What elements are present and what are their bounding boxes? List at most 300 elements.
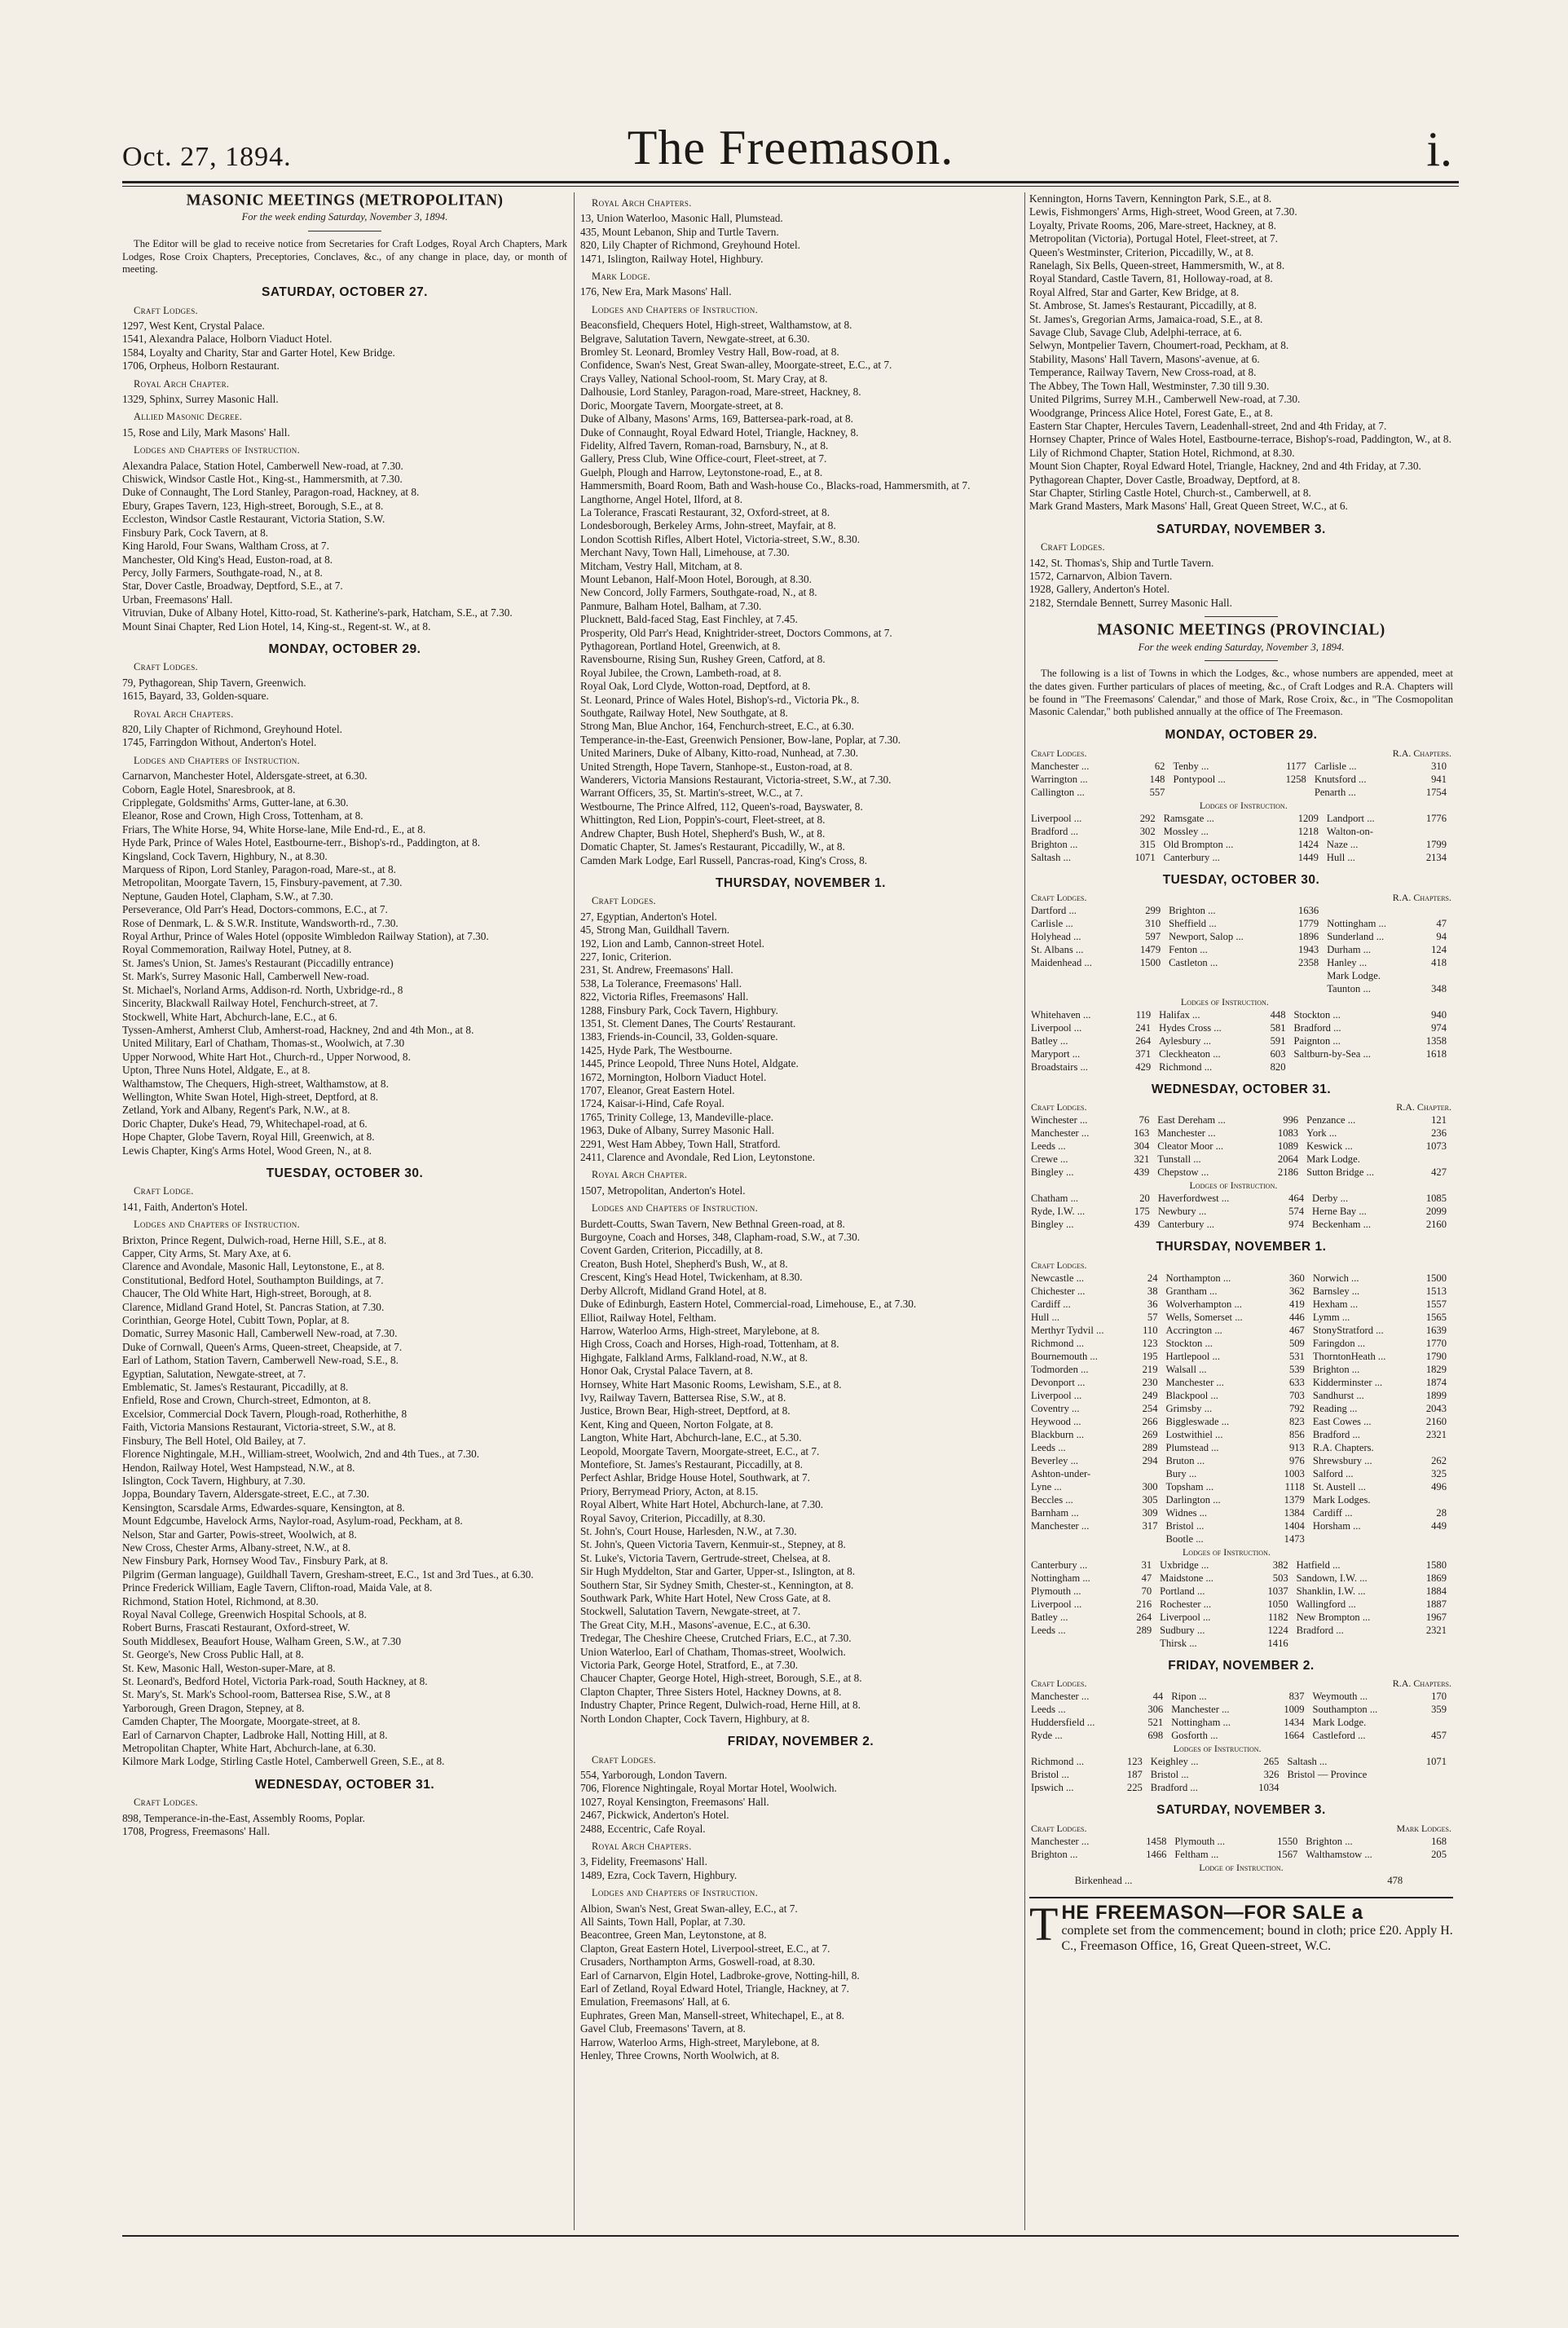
meeting-entry: Temperance, Railway Tavern, New Cross-road, at 8. [1029,366,1257,379]
meeting-entry: Westbourne, The Prince Alfred, 112, Queen's-road, Bayswater, 8. [580,800,863,813]
meeting-entry: Duke of Connaught, Royal Edward Hotel, Triangle, Hackney, 8. [580,425,859,439]
lodge-number: 304 [1134,1140,1150,1153]
town-name: Sandhurst ... [1312,1389,1364,1401]
table-group-label [1311,1259,1453,1272]
town-name: Bradford ... [1312,1428,1360,1440]
meeting-entry: Bromley St. Leonard, Bromley Vestry Hall, Bow-road, at 8. [580,346,839,359]
lodge-number: 478 [1387,1874,1403,1886]
town-name: ThorntonHeath ... [1312,1350,1386,1362]
lodge-number: 974 [1288,1219,1305,1231]
meeting-entry: Eccleston, Windsor Castle Restaurant, Victoria Station, S.W. [122,513,385,526]
lodge-number: 382 [1272,1559,1288,1571]
town-name: Tenby ... [1173,760,1209,772]
section-label: Lodges and Chapters of Instruction. [134,1219,300,1231]
town-name: Lyne ... [1031,1480,1062,1492]
meeting-entry: Beacontree, Green Man, Leytonstone, at 8. [580,1929,767,1942]
table-row [1029,956,1453,969]
lodge-number: 427 [1431,1166,1447,1179]
lodge-number: 309 [1142,1506,1158,1519]
town-name: Brighton ... [1031,838,1078,850]
lodge-number: 1071 [1134,851,1156,863]
lodge-number [1422,1874,1453,1887]
day-heading: WEDNESDAY, OCTOBER 31. [1151,1082,1332,1096]
meeting-entry: Plucknett, Bald-faced Stag, East Finchley, at 7.45. [580,613,798,626]
meeting-entry: Clarence, Midland Grand Hotel, St. Pancras Station, at 7.30. [122,1300,385,1313]
lodge-number: 467 [1288,1324,1305,1336]
meeting-entry: Southwark Park, White Hart Hotel, New Cross Gate, at 8. [580,1592,831,1605]
town-name: Mark Lodges. [1312,1493,1371,1506]
lodge-number: 1884 [1425,1585,1447,1597]
lodge-number: 1770 [1425,1337,1447,1349]
table-group-label: Craft Lodges. [1031,1259,1087,1271]
town-name: Liverpool ... [1031,1022,1082,1034]
meeting-entry: Duke of Cornwall, Queen's Arms, Queen-street, Cheapside, at 7. [122,1340,403,1353]
table-group-label: R.A. Chapters. [1392,747,1451,759]
meeting-entry: Stockwell, White Hart, Abchurch-lane, E.C., at 6. [122,1010,337,1023]
town-name: Landport ... [1326,812,1375,824]
lodge-number: 121 [1431,1114,1447,1127]
meeting-entry: Kent, King and Queen, Norton Folgate, at 8. [580,1418,773,1431]
town-name: Wallingford ... [1296,1598,1356,1610]
meeting-entry: St. Leonard, Prince of Wales Hotel, Bishop's-rd., Victoria Pk., 8. [580,693,860,706]
town-name: Weymouth ... [1312,1691,1368,1703]
town-name: Maidenhead ... [1031,957,1092,968]
town-name: Faringdon ... [1312,1337,1366,1349]
lodge-number [1418,969,1453,982]
town-name [1171,786,1264,799]
meeting-entry: Leopold, Moorgate Tavern, Moorgate-street, E.C., at 7. [580,1444,820,1457]
town-table [1029,1822,1453,1861]
town-name: Beccles ... [1031,1493,1073,1506]
lodge-number: 2099 [1425,1206,1447,1218]
town-name: Penzance ... [1306,1114,1356,1127]
lodge-number: 195 [1142,1350,1158,1362]
meeting-entry: Ranelagh, Six Bells, Queen-street, Hammersmith, W., at 8. [1029,259,1285,272]
town-table [1029,1259,1453,1545]
town-name: Richmond ... [1031,1337,1085,1349]
town-name: Saltash ... [1031,851,1071,863]
town-name: Paignton ... [1293,1035,1341,1047]
day-heading: FRIDAY, NOVEMBER 2. [1168,1658,1315,1673]
meeting-entry: Queen's Westminster, Criterion, Piccadilly, W., at 8. [1029,245,1254,258]
lodge-number: 254 [1142,1402,1158,1414]
meeting-entry: Victoria Park, George Hotel, Stratford, E., at 7.30. [580,1659,799,1672]
meeting-entry: Royal Arthur, Prince of Wales Hotel (opposite Wimbledon Railway Station), at 7.30. [122,930,489,943]
town-name: Chatham ... [1031,1193,1079,1205]
lodge-number: 306 [1147,1704,1164,1716]
lodge-number: 289 [1142,1441,1158,1453]
lodge-number: 1874 [1425,1376,1447,1388]
meeting-entry: St. George's, New Cross Public Hall, at 8. [122,1648,304,1661]
meeting-entry: 3, Fidelity, Freemasons' Hall. [580,1855,707,1868]
table-group-label [1167,891,1325,904]
lodge-number: 1565 [1425,1311,1447,1323]
table-group-label: Lodges of Instruction. [1180,996,1269,1007]
town-name: Newport, Salop ... [1169,931,1244,942]
lodge-number: 439 [1134,1166,1150,1179]
town-name: Sandown, I.W. ... [1296,1572,1368,1584]
meeting-entry: United Military, Earl of Chatham, Thomas-st., Woolwich, at 7.30 [122,1037,405,1050]
lodge-number: 974 [1431,1022,1447,1034]
table-group-label [1029,1742,1149,1755]
table-row [1029,1350,1453,1363]
meeting-entry: 2182, Sterndale Bennett, Surrey Masonic Hall. [1029,596,1232,609]
section-label: Craft Lodges. [134,661,198,673]
meeting-entry: Chaucer, The Old White Hart, High-street, Borough, at 8. [122,1287,372,1300]
meeting-entry: Egyptian, Salutation, Newgate-street, at 7. [122,1367,306,1380]
section-label: Craft Lodges. [592,1753,656,1766]
table-group-label: Craft Lodges. [1031,1101,1087,1113]
lodge-number: 1384 [1284,1506,1305,1519]
town-name: Portland ... [1160,1585,1205,1597]
town-name: Keighley ... [1150,1756,1199,1768]
meeting-entry: Pythagorean Chapter, Dover Castle, Broadway, Deptford, at 8. [1029,473,1301,486]
lodge-number [1123,1637,1158,1650]
town-name: Bradford ... [1150,1782,1198,1794]
meeting-entry: Hammersmith, Board Room, Bath and Wash-house Co., Blacks-road, Hammersmith, at 7. [580,479,971,492]
meeting-entry: Friars, The White Horse, 94, White Horse-lane, Mile End-rd., E., at 8. [122,822,426,836]
meeting-entry: Woodgrange, Princess Alice Hotel, Forest Gate, E., at 8. [1029,406,1273,419]
lodge-number [1414,1441,1453,1454]
lodge-number [1125,969,1167,982]
meeting-entry: 1707, Eleanor, Great Eastern Hotel. [580,1084,735,1096]
meeting-entry: Priory, Berrymead Priory, Acton, at 8.15. [580,1484,759,1497]
lodge-number: 2134 [1425,851,1447,863]
lodge-number: 1416 [1267,1637,1288,1649]
town-name: Haverfordwest ... [1157,1193,1230,1205]
meeting-entry: Derby Allcroft, Midland Grand Hotel, at 8. [580,1284,767,1297]
meeting-entry: Chiswick, Windsor Castle Hot., King-st., Hammersmith, at 7.30. [122,473,403,486]
lodge-number [1265,786,1313,799]
meeting-entry: Enfield, Rose and Crown, Church-street, Edmonton, at 8. [122,1394,372,1407]
meeting-entry: Hyde Park, Prince of Wales Hotel, Eastbourne-terr., Bishop's-rd., Paddington, at 8. [122,836,481,849]
town-name: Brighton ... [1312,1363,1360,1375]
town-name: Canterbury ... [1163,851,1220,863]
lodge-number: 1424 [1297,838,1319,850]
table-group-label: R.A. Chapters. [1392,1678,1451,1690]
day-heading: SATURDAY, NOVEMBER 3. [1156,1803,1326,1818]
lodge-number: 940 [1431,1009,1447,1021]
town-name: Ryde, I.W. ... [1031,1206,1086,1218]
town-table [1029,799,1453,864]
town-name: Stockton ... [1165,1337,1213,1349]
meeting-entry: La Tolerance, Frascati Restaurant, 32, Oxford-street, at 8. [580,505,830,518]
meeting-entry: Manchester, Old King's Head, Euston-road, at 8. [122,553,333,566]
meeting-entry: Kennington, Horns Tavern, Kennington Park, S.E., at 8. [1029,192,1272,205]
town-name: Leeds ... [1031,1140,1066,1153]
table-row [1029,1008,1453,1021]
meeting-entry: 1765, Trinity College, 13, Mandeville-place. [580,1110,774,1123]
meeting-entry: Joppa, Boundary Tavern, Aldersgate-street, E.C., at 7.30. [122,1488,370,1501]
table-group-label: Craft Lodges. [1031,892,1087,903]
town-name: Southampton ... [1312,1704,1378,1716]
meeting-entry: 706, Florence Nightingale, Royal Mortar Hotel, Woolwich. [580,1782,837,1795]
table-group-label: Lodge of Instruction. [1199,1861,1284,1873]
town-name: Wolverhampton ... [1165,1298,1242,1310]
table-group-label [1029,1861,1073,1874]
meeting-entry: Elliot, Railway Hotel, Feltham. [580,1311,716,1324]
masthead-rule [122,181,1459,187]
meeting-entry: 1963, Duke of Albany, Surrey Masonic Hall. [580,1124,775,1137]
lodge-number: 362 [1288,1285,1305,1297]
lodge-number [1418,904,1453,917]
lodge-number: 28 [1436,1506,1447,1519]
meeting-entry: Lily of Richmond Chapter, Station Hotel, Richmond, at 8.30. [1029,446,1295,459]
town-name: Sutton Bridge ... [1306,1166,1375,1179]
lodge-number: 1073 [1425,1140,1447,1153]
town-name: Walton-on- [1326,825,1373,837]
town-name: Maryport ... [1031,1048,1081,1060]
town-name: Nottingham ... [1031,1572,1090,1584]
lodge-number: 300 [1142,1480,1158,1492]
meeting-entry: 1745, Farringdon Without, Anderton's Hotel. [122,736,317,749]
meeting-entry: Royal Jubilee, the Crown, Lambeth-road, at 8. [580,666,782,679]
town-name: East Dereham ... [1157,1114,1226,1127]
meeting-entry: 231, St. Andrew, Freemasons' Hall. [580,963,733,977]
town-name: Kidderminster ... [1312,1376,1383,1388]
meeting-entry: Mitcham, Vestry Hall, Mitcham, at 8. [580,559,742,572]
lodge-number: 448 [1270,1009,1286,1021]
table-row [1029,1376,1453,1389]
town-name: R.A. Chapters. [1312,1441,1374,1453]
meeting-entry: 898, Temperance-in-the-East, Assembly Rooms, Poplar. [122,1811,365,1824]
lodge-number: 1379 [1284,1493,1305,1506]
meeting-entry: 822, Victoria Rifles, Freemasons' Hall. [580,990,749,1003]
table-group-label [1156,1100,1305,1113]
town-name: Walthamstow ... [1306,1848,1372,1860]
meeting-entry: Eleanor, Rose and Crown, High Cross, Tottenham, at 8. [122,809,363,822]
lodge-number: 94 [1436,931,1447,942]
lodge-number: 1754 [1425,786,1447,798]
town-name: Walsall ... [1165,1363,1207,1375]
town-name [1292,1060,1410,1074]
lodge-number: 2358 [1298,957,1319,968]
meeting-entry: Lewis, Fishmongers' Arms, High-street, Wood Green, at 7.30. [1029,205,1297,218]
lodge-number: 1434 [1284,1717,1305,1729]
town-name: Lostwithiel ... [1165,1428,1223,1440]
meeting-entry: 13, Union Waterloo, Masonic Hall, Plumstead. [580,212,783,225]
lodge-number: 124 [1431,944,1447,955]
lodge-number: 225 [1126,1782,1143,1794]
town-name: Bournemouth ... [1031,1350,1098,1362]
lodge-number: 539 [1288,1363,1305,1375]
meeting-entry: 1706, Orpheus, Holborn Restaurant. [122,359,280,373]
lodge-number: 264 [1136,1611,1152,1623]
town-name: Brighton ... [1031,1848,1078,1860]
drop-cap: T [1029,1897,1059,1951]
meeting-entry: Faith, Victoria Mansions Restaurant, Victoria-street, S.W., at 8. [122,1421,396,1434]
meeting-entry: Burgoyne, Coach and Horses, 348, Clapham-road, S.W., at 7.30. [580,1231,861,1244]
table-row [1029,1598,1453,1611]
town-name: Castleford ... [1312,1730,1366,1742]
town-name: Cardiff ... [1312,1506,1353,1519]
meeting-entry: Mount Lebanon, Half-Moon Hotel, Borough, at 8.30. [580,572,812,585]
meeting-entry: Earl of Carnarvon, Elgin Hotel, Ladbroke-grove, Notting-hill, 8. [580,1969,860,1982]
table-group-label [1173,1822,1304,1835]
town-name: St. Austell ... [1312,1480,1366,1492]
meeting-entry: 45, Strong Man, Guildhall Tavern. [580,924,730,937]
lodge-number: 698 [1147,1730,1164,1742]
meeting-entry: All Saints, Town Hall, Poplar, at 7.30. [580,1915,746,1928]
lodge-number: 123 [1126,1756,1143,1768]
town-name: Manchester ... [1031,1127,1090,1140]
masthead [122,122,1459,179]
lodge-number: 1050 [1267,1598,1288,1610]
town-name: Sudbury ... [1160,1624,1205,1636]
meeting-entry: 15, Rose and Lily, Mark Masons' Hall. [122,425,290,439]
lodge-number: 36 [1147,1298,1158,1310]
town-name: Liverpool ... [1031,1389,1082,1401]
meeting-entry: Highgate, Falkland Arms, Falkland-road, N.W., at 8. [580,1351,808,1364]
meeting-entry: St. Mark's, Surrey Masonic Hall, Camberwell New-road. [122,970,369,983]
meeting-entry: Emulation, Freemasons' Hall, at 6. [580,1995,730,2008]
lodge-number [1411,1060,1453,1074]
lodge-number: 941 [1431,773,1447,785]
town-name: Cleckheaton ... [1159,1048,1221,1060]
table-row [1029,1441,1453,1454]
meeting-entry: St. Ambrose, St. James's Restaurant, Piccadilly, at 8. [1029,299,1257,312]
town-name: Keswick ... [1306,1140,1353,1153]
meeting-entry: Camden Chapter, The Moorgate, Moorgate-street, at 8. [122,1715,360,1728]
meeting-entry: 820, Lily Chapter of Richmond, Greyhound Hotel. [580,239,800,252]
town-name: Mark Lodge. [1312,1717,1367,1729]
table-row [1029,1467,1453,1480]
lodge-number: 1557 [1425,1298,1447,1310]
town-name: Newbury ... [1157,1206,1207,1218]
lodge-number: 1869 [1425,1572,1447,1584]
lodge-number: 1513 [1425,1285,1447,1297]
table-group-label [1029,1179,1156,1192]
meeting-entry: Earl of Lathom, Station Tavern, Camberwell New-road, S.E., 8. [122,1354,399,1367]
table-row [1029,786,1453,799]
lodge-number: 1009 [1284,1704,1305,1716]
town-name: Cleator Moor ... [1157,1140,1224,1153]
meeting-entry: 1584, Loyalty and Charity, Star and Garter Hotel, Kew Bridge. [122,346,395,359]
meeting-entry: Clapton Chapter, Three Sisters Hotel, Hackney Downs, at 8. [580,1685,842,1698]
town-name: Biggleswade ... [1165,1415,1230,1427]
lodge-number: 170 [1431,1691,1447,1703]
table-row [1029,1127,1453,1140]
lodge-number: 603 [1270,1048,1286,1060]
table-row [1029,1113,1453,1127]
meeting-entry: Emblematic, St. James's Restaurant, Piccadilly, at 8. [122,1381,349,1394]
meeting-entry: Panmure, Balham Hotel, Balham, at 7.30. [580,599,762,612]
meeting-entry: 2467, Pickwick, Anderton's Hotel. [580,1809,729,1822]
table-group-label: R.A. Chapter. [1396,1101,1451,1113]
lodge-number: 1358 [1425,1035,1447,1047]
town-name: Bruton ... [1165,1454,1205,1466]
meeting-entry: Merchant Navy, Town Hall, Limehouse, at 7.30. [580,546,790,559]
lodge-number: 1790 [1425,1350,1447,1362]
lodge-number: 294 [1142,1454,1158,1466]
town-name: Norwich ... [1312,1272,1359,1284]
town-name: Dartford ... [1031,905,1077,916]
lodge-number: 266 [1142,1415,1158,1427]
table-row [1029,1034,1453,1047]
meeting-entry: Royal Standard, Castle Tavern, 81, Holloway-road, at 8. [1029,272,1273,285]
meeting-entry: Montefiore, St. James's Restaurant, Piccadilly, at 8. [580,1457,803,1470]
meeting-entry: Andrew Chapter, Bush Hotel, Shepherd's Bush, W., at 8. [580,827,826,840]
day-heading: TUESDAY, OCTOBER 30. [266,1166,424,1180]
meeting-entry: Duke of Edinburgh, Eastern Hotel, Commercial-road, Limehouse, E., at 7.30. [580,1298,917,1311]
lodge-number: 44 [1152,1691,1164,1703]
lodge-number: 1118 [1284,1480,1305,1492]
lodge-number: 371 [1135,1048,1152,1060]
meeting-entry: Coborn, Eagle Hotel, Snaresbrook, at 8. [122,783,296,796]
day-heading: MONDAY, OCTOBER 29. [268,642,421,656]
provincial-subtitle: For the week ending Saturday, November 3, 1894. [1138,641,1345,653]
town-table [1029,1545,1453,1650]
meeting-entry: Eastern Star Chapter, Hercules Tavern, Leadenhall-street, 2nd and 4th Friday, at 7. [1029,419,1387,432]
meeting-entry: Langthorne, Angel Hotel, Ilford, at 8. [580,492,743,505]
metropolitan-heading: MASONIC MEETINGS (METROPOLITAN) [186,192,504,209]
section-label: Royal Arch Chapters. [134,708,234,720]
meeting-entry: 1288, Finsbury Park, Cock Tavern, Highbury. [580,1003,778,1016]
section-label: Royal Arch Chapter. [134,377,230,390]
lodge-number: 205 [1431,1848,1447,1860]
lodge-number: 321 [1134,1153,1150,1166]
day-heading: FRIDAY, NOVEMBER 2. [727,1735,874,1749]
town-name: Hatfield ... [1296,1559,1341,1571]
meeting-entry: Islington, Cock Tavern, Highbury, at 7.30. [122,1474,306,1487]
town-name: Mark Lodge. [1306,1153,1360,1166]
meeting-entry: Yarborough, Green Dragon, Stepney, at 8. [122,1701,305,1714]
meeting-entry: 2488, Eccentric, Cafe Royal. [580,1822,706,1835]
meeting-entry: Hendon, Railway Hotel, West Hampstead, N.W., at 8. [122,1461,355,1474]
town-name: Richmond ... [1159,1061,1213,1073]
town-name: Reading ... [1312,1402,1358,1414]
town-name: Herne Bay ... [1312,1206,1367,1218]
lodge-number: 418 [1431,957,1447,968]
lodge-number: 1085 [1425,1193,1447,1205]
town-name: Newcastle ... [1031,1272,1085,1284]
meeting-entry: 554, Yarborough, London Tavern. [580,1768,728,1781]
table-row [1029,1716,1453,1729]
meeting-entry: Percy, Jolly Farmers, Southgate-road, N., at 8. [122,566,323,579]
town-name: Taunton ... [1327,983,1371,994]
town-name: Hartlepool ... [1165,1350,1220,1362]
meeting-entry: St. Mary's, St. Mark's School-room, Battersea Rise, S.W., at 8 [122,1688,390,1701]
table-row [1029,1218,1453,1231]
meeting-entry: Dalhousie, Lord Stanley, Paragon-road, Mare-street, Hackney, 8. [580,386,861,399]
lodge-number [1410,1768,1453,1781]
table-row [1029,1021,1453,1034]
town-name: Manchester ... [1031,760,1090,772]
town-name: Salford ... [1312,1467,1354,1479]
column-rule [574,192,575,2230]
town-name: Aylesbury ... [1159,1035,1212,1047]
meeting-entry: Mount Sinai Chapter, Red Lion Hotel, 14, King-st., Regent-st. W., at 8. [122,619,431,633]
lodge-number [1410,1637,1453,1650]
meeting-entry: 1471, Islington, Railway Hotel, Highbury. [580,252,764,265]
lodge-number: 289 [1136,1624,1152,1636]
meeting-entry: Ravensbourne, Rising Sun, Rushey Green, Catford, at 8. [580,653,826,666]
town-name: St. Albans ... [1031,944,1084,955]
lodge-number: 310 [1431,760,1447,772]
meeting-entry: 1383, Friends-in-Council, 33, Golden-square. [580,1030,778,1043]
meeting-entry: King Harold, Four Swans, Waltham Cross, at 7. [122,540,329,553]
town-name: Broadstairs ... [1031,1061,1088,1073]
meeting-entry: Harrow, Waterloo Arms, High-street, Marylebone, at 8. [580,1324,820,1337]
meeting-entry: Duke of Connaught, The Lord Stanley, Paragon-road, Hackney, at 8. [122,486,420,499]
meeting-entry: Alexandra Palace, Station Hotel, Camberwell New-road, at 7.30. [122,459,403,472]
meeting-entry: Mount Edgcumbe, Havelock Arms, Naylor-road, Asylum-road, Peckham, at 8. [122,1515,463,1528]
lodge-number: 1473 [1284,1532,1305,1545]
table-row [1029,1205,1453,1218]
meeting-entry: Langton, White Hart, Abchurch-lane, E.C., at 5.30. [580,1431,802,1444]
lodge-number [1283,969,1325,982]
meeting-entry: Perfect Ashlar, Bridge House Hotel, Southwark, at 7. [580,1471,810,1484]
